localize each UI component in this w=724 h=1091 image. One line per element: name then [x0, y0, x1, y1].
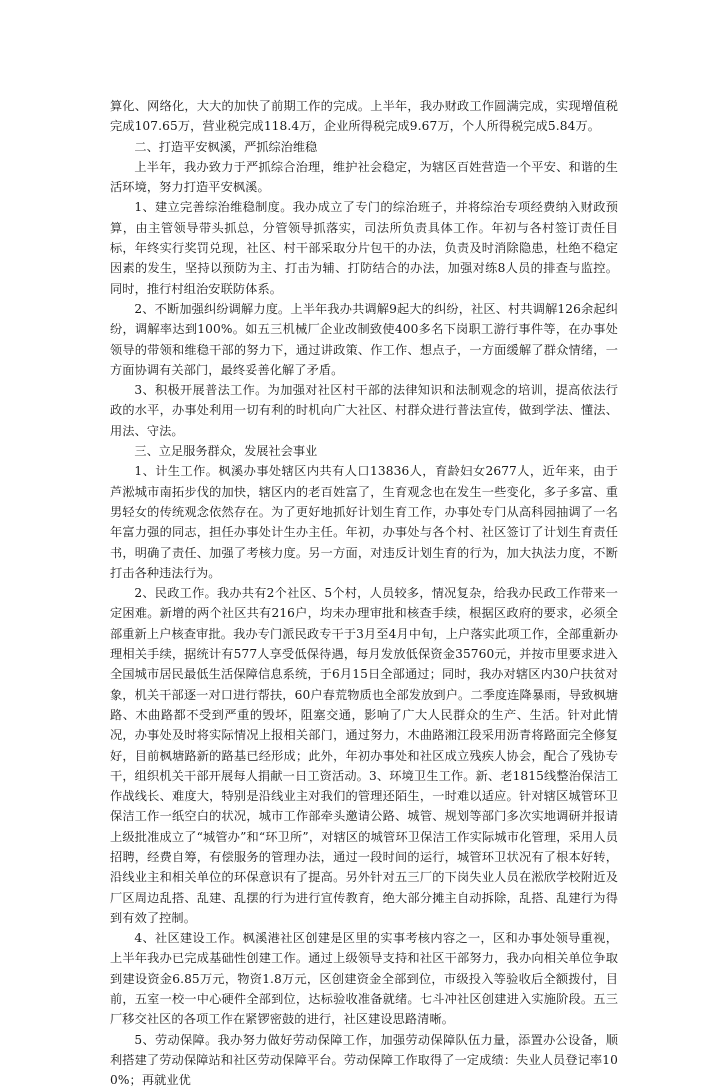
paragraph: 5、劳动保障。我办努力做好劳动保障工作，加强劳动保障队伍力量，添置办公设备，顺利搭建了劳动保障站和社区劳动保障平台。劳动保障工作取得了一定成绩：失业人员登记率100%；再就业优 [110, 1032, 618, 1088]
paragraph: 2、民政工作。我办共有2个社区、5个村，人员较多，情况复杂，给我办民政工作带来一定困难。新增的两个社区共有216户，均未办理审批和核查手续，根据区政府的要求，必须全部重新上户核查审批。我办专门派民政专干于3月至4月中旬，上户落实此项工作，全部重新办理相关手续，据统计有577人享受低保待遇，每月发放低保资金35760元，并按市里要求进入全国城市居民最低生活保障信息系统，于6月15日全部通过；同时，我办对辖区内30户扶贫对象，机关干部逐一对口进行帮扶，60户春荒物质也全部发放到户。二季度连降暴雨，导致枫塘路、木曲路都不受到严重的毁坏，阻塞交通，影响了广大人民群众的生产、生活。针对此情况，办事处及时将实际情况上报相关部门，通过努力，木曲路湘江段采用沥青将路面完全修复好，目前枫塘路新的路基已经形成；此外，年初办事处和社区成立残疾人协会，配合了残协专干，组织机关干部开展每人捐献一日工资活动。3、环境卫生工作。新、老1815线整治保洁工作战线长、难度大，特别是沿线业主对我们的管理还陌生，一时难以适应。针对辖区城管环卫保洁工作一纸空白的状况，城市工作部牵头邀请公路、城管、规划等部门多次实地调研并报请上级批准成立了“城管办”和“环卫所”，对辖区的城管环卫保洁工作实际城市化管理，采用人员招聘，经费自筹，有偿服务的管理办法，通过一段时间的运行，城管环卫状况有了根本好转，沿线业主和相关单位的环保意识有了提高。另外针对五三厂的下岗失业人员在淞欣学校附近及厂区周边乱搭、乱建、乱摆的行为进行宣传教育，绝大部分摊主自动拆除，乱搭、乱建行为得到有效了控制。 [110, 586, 618, 925]
paragraph: 1、建立完善综治维稳制度。我办成立了专门的综治班子，并将综治专项经费纳入财政预算，由主管领导带头抓总，分管领导抓落实，司法所负责具体工作。年初与各村签订责任目标，年终实行奖罚兑现，社区、村干部采取分片包干的办法，负责及时消除隐患，杜绝不稳定因素的发生，坚持以预防为主、打击为辅、打防结合的办法，加强对练8人员的排查与监控。同时，推行村组治安联防体系。 [110, 200, 618, 296]
paragraph: 1、计生工作。枫溪办事处辖区内共有人口13836人，育龄妇女2677人，近年来，由于芦淞城市南拓步伐的加快，辖区内的老百姓富了，生育观念也在发生一些变化，多子多富、重男轻女的传统观念依然存在。为了更好地抓好计划生育工作，办事处专门从高科园抽调了一名年富力强的同志，担任办事处计生办主任。年初，办事处与各个村、社区签订了计划生育责任书，明确了责任、加强了考核力度。另一方面，对违反计划生育的行为，加大执法力度，不断打击各种违法行为。 [110, 464, 618, 580]
paragraph: 算化、网络化，大大的加快了前期工作的完成。上半年，我办财政工作圆满完成，实现增值税完成107.65万，营业税完成118.4万，企业所得税完成9.67万，个人所得税完成5.84万。 [110, 99, 618, 134]
paragraph: 3、积极开展普法工作。为加强对社区村干部的法律知识和法制观念的培训，提高依法行政的水平，办事处利用一切有利的时机向广大社区、村群众进行普法宣传，做到学法、懂法、用法、守法。 [110, 383, 618, 438]
section-heading: 二、打造平安枫溪，严抓综治维稳 [134, 139, 318, 154]
paragraph: 4、社区建设工作。枫溪港社区创建是区里的实事考核内容之一，区和办事处领导重视，上半年我办已完成基础性创建工作。通过上级领导支持和社区干部努力，我办向相关单位争取到建设资金6.85万元，物资1.8万元，区创建资金全部到位，市级投入等验收后全额拨付，目前，五室一校一中心硬件全部到位，达标验收准备就绪。七斗冲社区创建进入实施阶段。五三厂移交社区的各项工作在紧锣密鼓的进行，社区建设思路清晰。 [110, 931, 618, 1027]
paragraph: 上半年，我办致力于严抓综合治理，维护社会稳定，为辖区百姓营造一个平安、和谐的生活环境，努力打造平安枫溪。 [110, 159, 618, 195]
document-body [110, 96, 618, 1091]
paragraph: 2、不断加强纠纷调解力度。上半年我办共调解9起大的纠纷，社区、村共调解126余起纠纷，调解率达到100%。如五三机械厂企业改制致使400多名下岗职工游行事件等，在办事处领导的带领和维稳干部的努力下，通过讲政策、作工作、想点子，一方面缓解了群众情绪，一方面协调有关部门，最终妥善化解了矛盾。 [110, 301, 618, 377]
section-heading: 三、立足服务群众，发展社会事业 [134, 444, 318, 459]
